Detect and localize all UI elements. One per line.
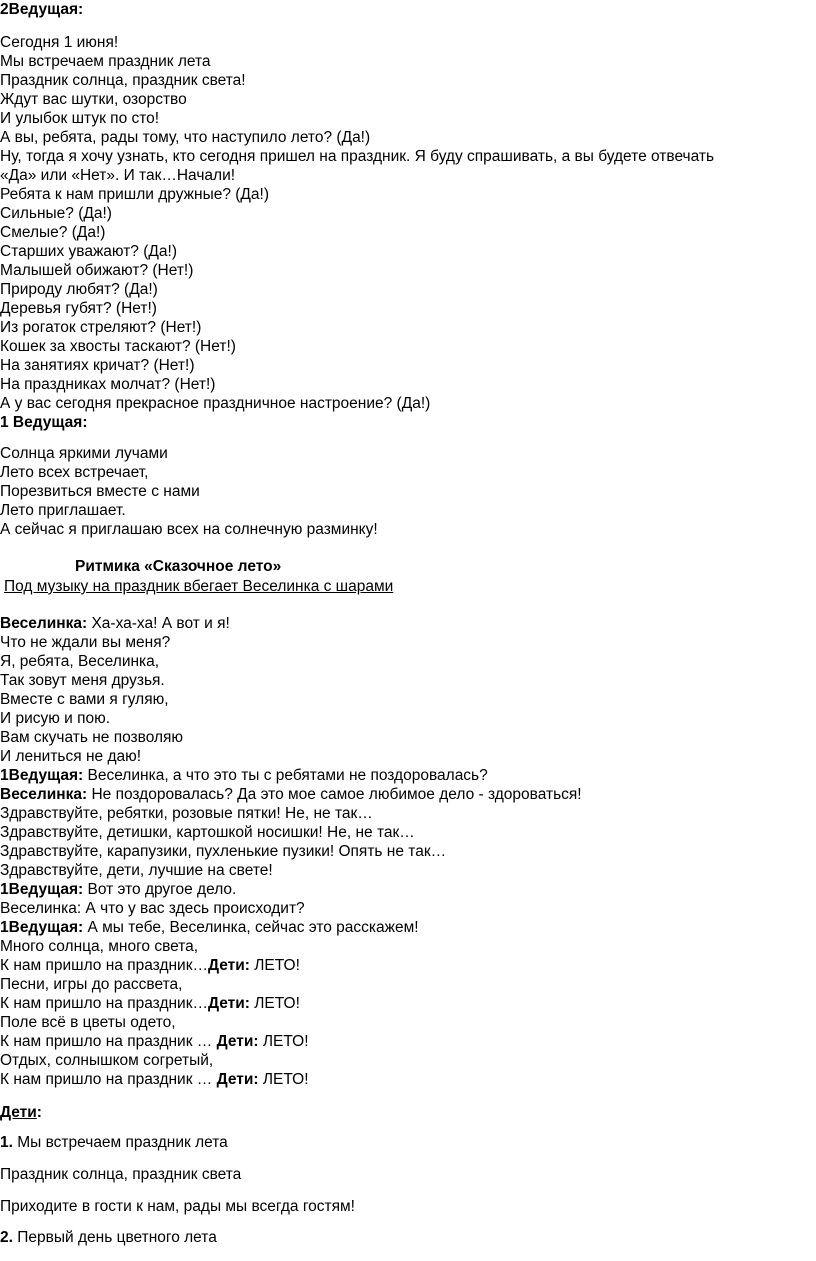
poem-line: [0, 1133, 228, 1152]
text-line: Вместе с вами я гуляю,: [0, 691, 169, 708]
kids-label: Дети:: [216, 1033, 259, 1050]
dialogue-text: Вот это другое дело.: [83, 881, 237, 898]
text-line: Кошек за хвосты таскают? (Нет!): [0, 338, 236, 355]
dialogue-text: Ха-ха-ха! А вот и я!: [87, 615, 230, 632]
call-response-line: [0, 956, 300, 975]
response-text: ЛЕТО!: [258, 1033, 309, 1050]
text-line: Отдых, солнышком согретый,: [0, 1052, 214, 1069]
text-line: На занятиях кричат? (Нет!): [0, 357, 195, 374]
call-text: К нам пришло на праздник …: [0, 1071, 217, 1088]
poem-text: Мы встречаем праздник лета: [12, 1134, 228, 1151]
poem-line: Приходите в гости к нам, рады мы всегда гостям!: [0, 1198, 355, 1215]
kids-heading-word: Дети: [0, 1104, 37, 1121]
text-line: Ждут вас шутки, озорство: [0, 91, 187, 108]
text-line: И лениться не даю!: [0, 748, 142, 765]
poem-number: 2.: [0, 1229, 13, 1246]
text-line: Природу любят? (Да!): [0, 281, 158, 298]
text-line: А у вас сегодня прекрасное праздничное настроение? (Да!): [0, 395, 431, 412]
text-line: Веселинка: А что у вас здесь происходит?: [0, 900, 305, 917]
text-line: Праздник солнца, праздник света!: [0, 72, 246, 89]
text-line: Старших уважают? (Да!): [0, 243, 177, 260]
text-line: Сегодня 1 июня!: [0, 34, 119, 51]
text-line: Здравствуйте, дети, лучшие на свете!: [0, 862, 273, 879]
speaker-label: Веселинка:: [0, 615, 88, 632]
dialogue-line: [0, 918, 419, 937]
text-line: Смелые? (Да!): [0, 224, 106, 241]
kids-label: Дети:: [216, 1071, 259, 1088]
text-line: Солнца яркими лучами: [0, 445, 168, 462]
response-text: ЛЕТО!: [258, 1071, 309, 1088]
text-line: Сильные? (Да!): [0, 205, 112, 222]
text-line: Что не ждали вы меня?: [0, 634, 171, 651]
speaker-heading: 1 Ведущая:: [0, 414, 88, 431]
response-text: ЛЕТО!: [249, 957, 300, 974]
text-line: Поле всё в цветы одето,: [0, 1014, 176, 1031]
text-line: Мы встречаем праздник лета: [0, 53, 211, 70]
dialogue-text: А мы тебе, Веселинка, сейчас это расскажем!: [83, 919, 419, 936]
text-line: Вам скучать не позволяю: [0, 729, 184, 746]
speaker-label: Веселинка:: [0, 786, 88, 803]
poem-line: Праздник солнца, праздник света: [0, 1166, 242, 1183]
call-text: К нам пришло на праздник …: [0, 1033, 217, 1050]
text-line: Так зовут меня друзья.: [0, 672, 165, 689]
kids-label: Дети:: [208, 995, 250, 1012]
dialogue-line: [0, 785, 582, 804]
text-line: Ребята к нам пришли дружные? (Да!): [0, 186, 270, 203]
call-response-line: [0, 1032, 309, 1051]
text-line: Я, ребята, Веселинка,: [0, 653, 160, 670]
text-line: Здравствуйте, детишки, картошкой носишки! Не, не так…: [0, 824, 415, 841]
poem-line: [0, 1228, 217, 1247]
call-response-line: [0, 1070, 309, 1089]
text-line: Песни, игры до рассвета,: [0, 976, 183, 993]
call-text: К нам пришло на праздник…: [0, 957, 208, 974]
text-line: Много солнца, много света,: [0, 938, 199, 955]
dialogue-line: [0, 766, 488, 785]
dialogue-line: [0, 880, 236, 899]
rhythm-title: Ритмика «Сказочное лето»: [75, 558, 282, 575]
text-line: Деревья губят? (Нет!): [0, 300, 157, 317]
text-line: Малышей обижают? (Нет!): [0, 262, 194, 279]
text-line: Здравствуйте, ребятки, розовые пятки! Не, не так…: [0, 805, 373, 822]
dialogue-text: Веселинка, а что это ты с ребятами не поздоровалась?: [83, 767, 488, 784]
text-line: Порезвиться вместе с нами: [0, 483, 200, 500]
speaker-heading: 2Ведущая:: [0, 1, 84, 18]
text-line: «Да» или «Нет». И так…Начали!: [0, 167, 236, 184]
speaker-label: 1Ведущая:: [0, 881, 84, 898]
text-line: А вы, ребята, рады тому, что наступило лето? (Да!): [0, 129, 371, 146]
text-line: Здравствуйте, карапузики, пухленькие пузики! Опять не так…: [0, 843, 447, 860]
text-line: Из рогаток стреляют? (Нет!): [0, 319, 202, 336]
poem-number: 1.: [0, 1134, 13, 1151]
speaker-label: 1Ведущая:: [0, 767, 84, 784]
kids-heading-colon: :: [36, 1104, 42, 1121]
text-line: А сейчас я приглашаю всех на солнечную разминку!: [0, 521, 378, 538]
text-line: И рисую и пою.: [0, 710, 111, 727]
stage-direction: Под музыку на праздник вбегает Веселинка с шарами: [4, 578, 394, 595]
dialogue-line: [0, 614, 230, 633]
text-line: На праздниках молчат? (Нет!): [0, 376, 216, 393]
poem-text: Первый день цветного лета: [12, 1229, 217, 1246]
text-line: Лето всех встречает,: [0, 464, 149, 481]
text-line: И улыбок штук по сто!: [0, 110, 160, 127]
call-text: К нам пришло на праздник…: [0, 995, 208, 1012]
response-text: ЛЕТО!: [249, 995, 300, 1012]
dialogue-text: Не поздоровалась? Да это мое самое любимое дело - здороваться!: [87, 786, 582, 803]
kids-label: Дети:: [208, 957, 250, 974]
text-line: Лето приглашает.: [0, 502, 126, 519]
speaker-label: 1Ведущая:: [0, 919, 84, 936]
call-response-line: [0, 994, 300, 1013]
kids-heading: [0, 1103, 42, 1122]
text-line: Ну, тогда я хочу узнать, кто сегодня пришел на праздник. Я буду спрашивать, а вы будете отвечать: [0, 148, 715, 165]
